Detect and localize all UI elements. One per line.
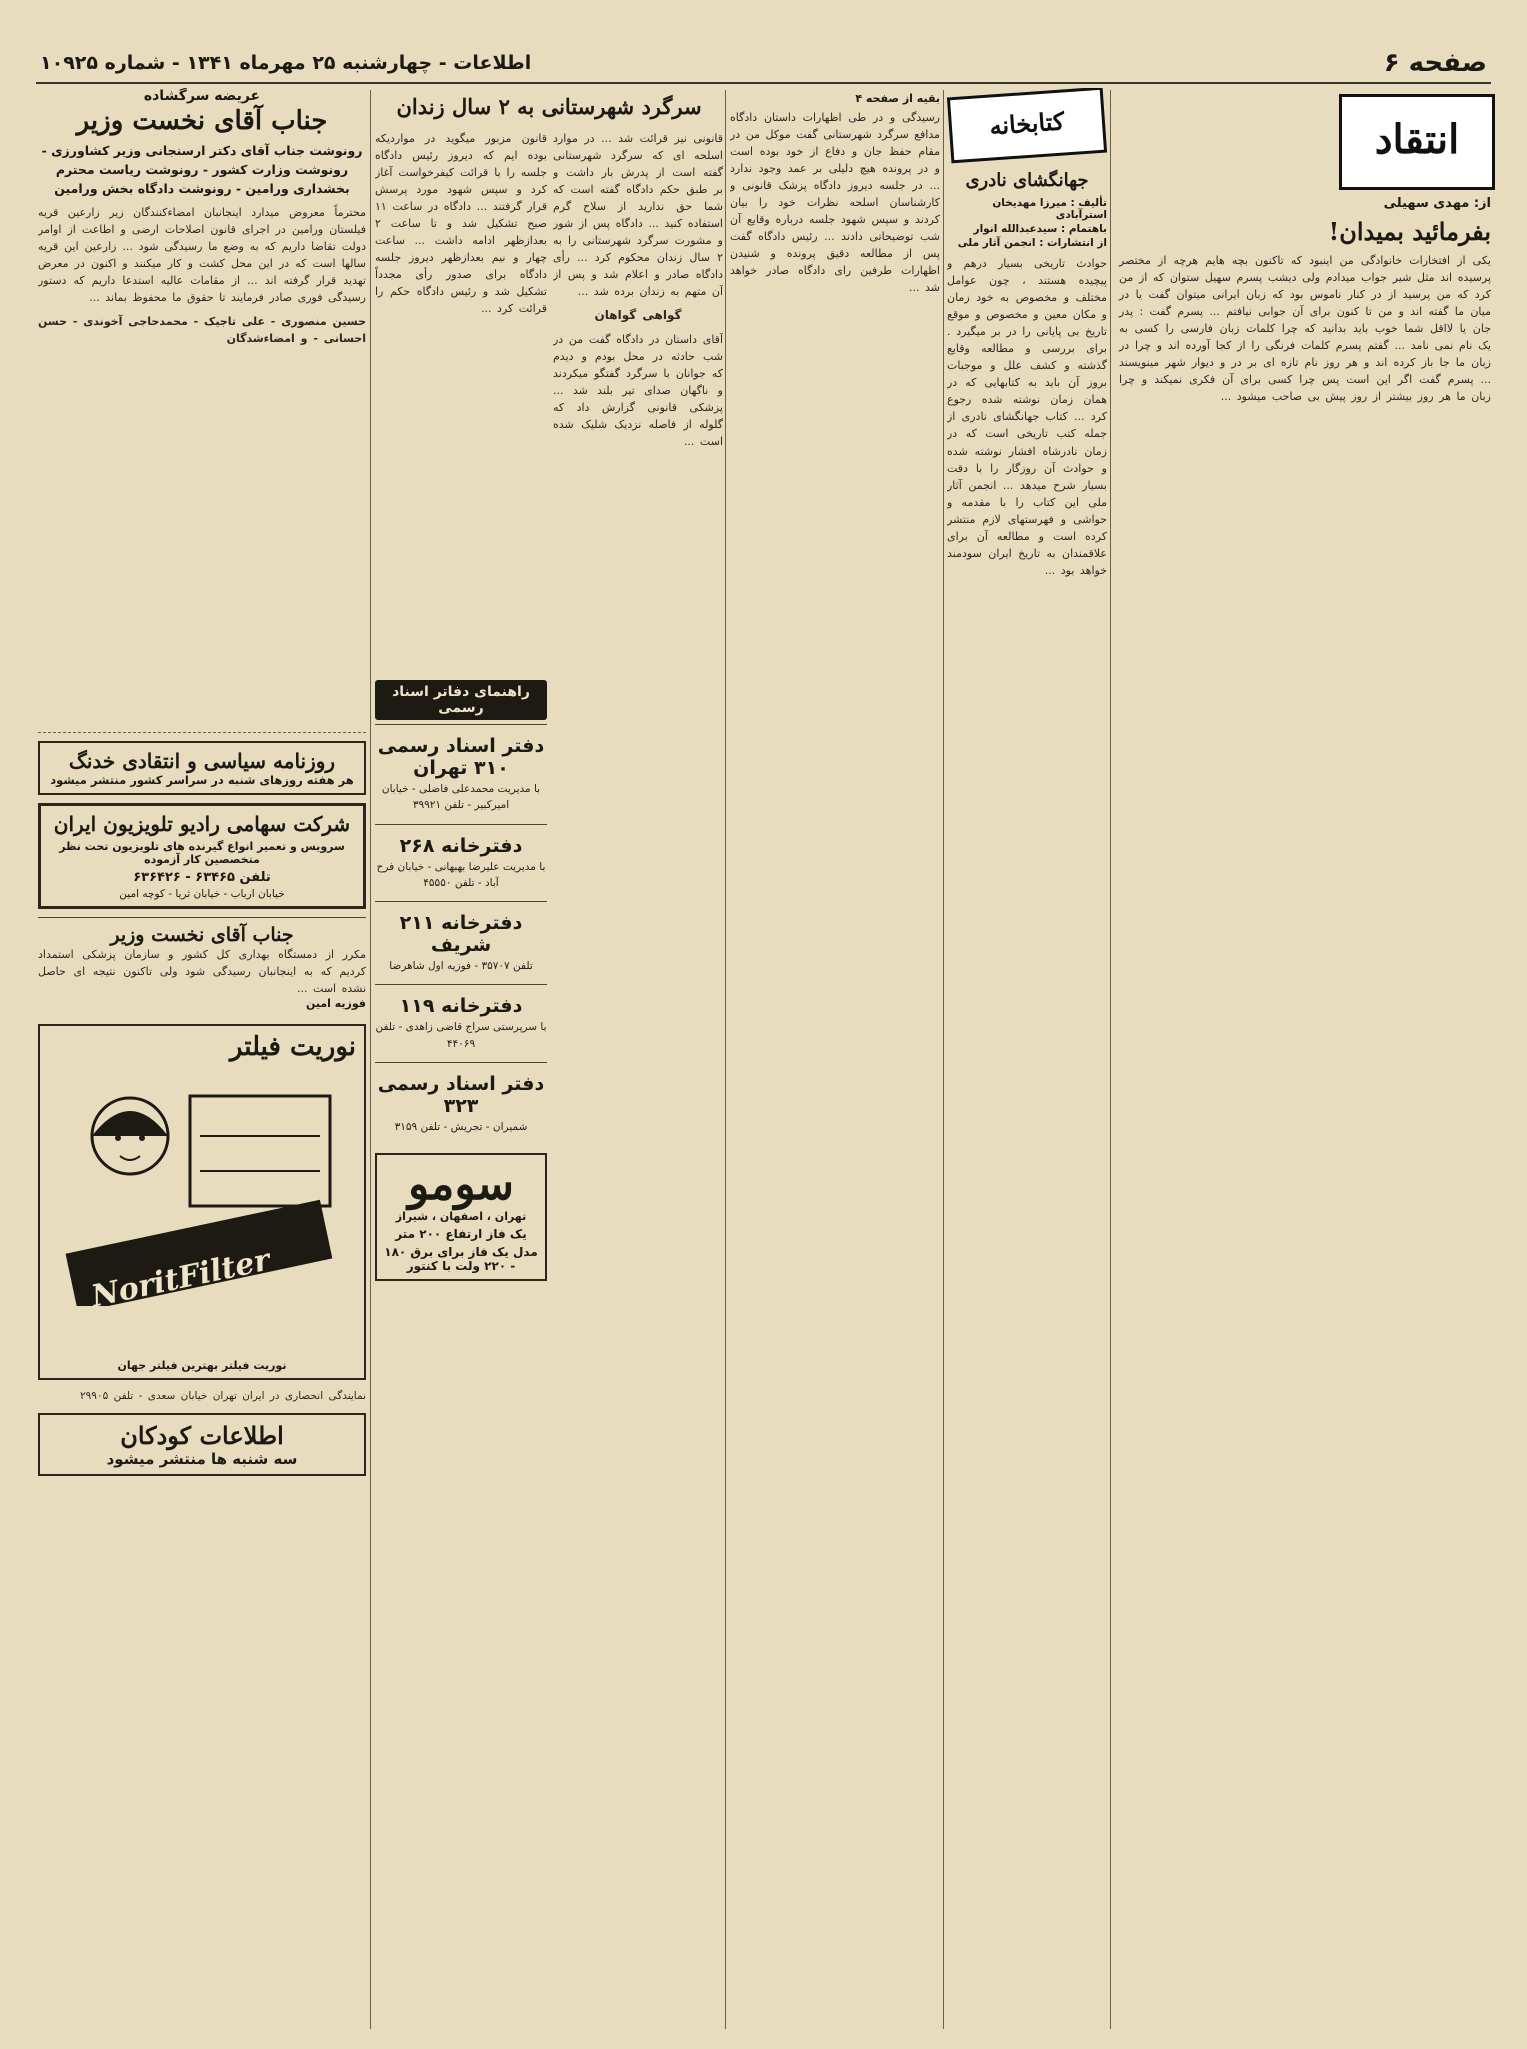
witness-paragraph: آقای داستان در دادگاه گفت من در شب حادثه در محل بودم و دیدم که جوانان با سرگرد گفتگو میکردند و ناگهان صدای تیر بلند شد ... پزشکی قانونی گزارش داد که گلوله از فاصله نزدیک شلیک شده است ...	[553, 333, 723, 449]
somo-cities: تهران ، اصفهان ، شیراز	[395, 1209, 527, 1223]
kids-subtitle: سه شنبه ها منتشر میشود	[106, 1449, 298, 1468]
notary-item	[375, 724, 547, 820]
book-publisher: از انتشارات : انجمن آثار ملی	[957, 237, 1107, 249]
paper-info: اطلاعات - چهارشنبه ۲۵ مهرماه ۱۳۴۱ - شماره ۱۰۹۲۵	[40, 52, 532, 74]
critique-body	[1115, 252, 1495, 405]
petition-paragraph: محترماً معروض میدارد اینجانبان امضاءکنندگان زیر زارعین قریه فیلستان ورامین در اجرای قانون اصلاحات ارضی و اطاعت از اوامر دولت تقاضا داریم که به وضع ما رسیدگی شود ... زارعین این قریه سالها است که در این محل کشت و کار میکنند و اکنون در معرض تهدید قرار گرفته اند ... از مقامات عالیه استدعا داریم که دستور رسیدگی فوری صادر فرمایند تا حقوق ما محفوظ بماند ...	[38, 206, 366, 305]
header-rule	[36, 82, 1491, 84]
radio-tv-phone: تلفن ۶۳۴۶۵ - ۶۳۶۴۲۶	[133, 870, 271, 886]
petition-column	[38, 88, 366, 2038]
notary-title: دفتر اسناد رسمی ۳۱۰ تهران	[377, 735, 545, 779]
pm-sign: فوزیه امین	[305, 997, 366, 1011]
norit-filter-ad	[38, 1024, 366, 1380]
illustration-headscarf	[92, 1111, 168, 1136]
notary-item	[375, 824, 547, 898]
illustration-cabinet	[190, 1096, 330, 1206]
kids-title: اطلاعات کودکان	[120, 1420, 284, 1450]
verdict-paragraph: قانونی نیز قرائت شد ... در موارد اسلحه ای که سرگرد شهرستانی گفته است از پدرش بار داشت و بر طبق حکم دادگاه گفته است که شما حق ندارید از سلاح گرم استفاده کنید ... دادگاه پس از شور و مشورت سرگرد شهرستانی را به ۲ سال زندان محکوم کرد ... رأی دادگاه صادر و اعلام شد و پس از آن متهم به زندان برده شد ...	[553, 132, 723, 299]
notary-list	[375, 724, 547, 1141]
verdict-paragraph-2: قانون مزبور میگوید در مواردیکه بوده ایم که دیروز رئیس دادگاه جلسه را با قرائت کیفرخواست آغاز کرد و سپس شهود مورد پرسش قرار گرفتند ... دادگاه در ساعت ۱۱ صبح تشکیل شد و تا ساعت ۲ بعدازظهر ادامه داشت ... ساعت چهار و نیم بعدازظهر دیروز جلسه دادگاه برای صدور رأی مجدداً تشکیل شد و رئیس دادگاه حکم را قرائت کرد ...	[375, 132, 547, 316]
petition-signatories: حسین منصوری - علی تاجیک - محمدحاجی آخوندی - حسن احسانی - و امضاءشدگان	[38, 314, 366, 345]
witness-heading: گواهی گواهان	[594, 308, 682, 323]
notary-details: با مدیریت محمدعلی فاضلی - خیابان امیرکبیر - تلفن ۳۹۹۲۱	[381, 783, 541, 812]
masthead	[40, 48, 1487, 78]
petition-body	[38, 204, 366, 724]
book-author: تألیف : میرزا مهدیخان استرآبادی	[992, 197, 1107, 221]
critique-title: بفرمائید بمیدان!	[1328, 217, 1491, 246]
critique-author: از: مهدی سهیلی	[1383, 196, 1491, 211]
page-number: صفحه ۶	[1383, 48, 1487, 78]
verdict-column-2	[375, 130, 547, 2030]
notary-item	[375, 1062, 547, 1141]
kids-ad	[38, 1413, 366, 1476]
separator	[38, 732, 366, 733]
radio-tv-ad	[38, 803, 366, 909]
radio-tv-title: شرکت سهامی رادیو تلویزیون ایران	[53, 812, 351, 837]
norit-brand: نوریت فیلتر	[229, 1032, 356, 1063]
petition-subtitle: رونوشت جناب آقای دکتر ارسنجانی وزیر کشاورزی - رونوشت وزارت کشور - رونوشت ریاست محترم بخشداری ورامین - رونوشت دادگاه بخش ورامین	[41, 143, 363, 196]
verdict-headline: سرگرد شهرستانی به ۲ سال زندان	[396, 94, 702, 119]
notary-title: دفتر اسناد رسمی ۳۲۳	[377, 1072, 545, 1117]
somo-ad	[375, 1153, 547, 1280]
somo-line1: یک فاز ارتفاع ۲۰۰ متر	[395, 1226, 527, 1241]
verdict-body-2	[375, 130, 547, 670]
column-divider	[370, 90, 371, 2029]
notary-guide-heading: راهنمای دفاتر اسناد رسمی	[375, 680, 547, 720]
somo-brand: سومو	[408, 1159, 514, 1211]
pm-title: جناب آقای نخست وزیر	[110, 924, 294, 947]
notary-details: با سرپرستی سراج قاضی زاهدی - تلفن ۴۴۰۶۹	[375, 1021, 547, 1050]
court-body	[730, 109, 940, 297]
verdict-body	[553, 130, 723, 450]
critique-logo: انتقاد	[1339, 94, 1495, 190]
illustration-smile	[120, 1156, 140, 1160]
illustration-eye	[139, 1135, 145, 1141]
notary-title: دفترخانه ۲۱۱ شریف	[399, 912, 523, 957]
critique-column	[1115, 88, 1495, 2038]
petition-title: جناب آقای نخست وزیر	[76, 106, 328, 136]
notary-details: تلفن ۳۵۷۰۷ - فوزیه اول شاهرضا	[389, 960, 533, 973]
notary-details: با مدیریت علیرضا بهبهانی - خیابان فرح آباد - تلفن ۴۵۵۵۰	[376, 860, 546, 889]
khadang-subtitle: هر هفته روزهای شنبه در سراسر کشور منتشر میشود	[50, 773, 354, 788]
illustration-eye	[115, 1135, 121, 1141]
pm-notice	[38, 917, 366, 1016]
tailor-notice: نمایندگی انحصاری در ایران تهران خیابان سعدی - تلفن ۲۹۹۰۵	[80, 1390, 366, 1403]
book-review-paragraph: حوادث تاریخی بسیار درهم و پیچیده هستند ، چون عوامل مختلف و مخصوص به خود زمان و مکان معین و مخصوص و موقع تاریخ بی پایانی را در بر میگیرد . برای بررسی و مطالعه وقایع گذشته و کشف علل و موجبات بروز آن باید به کتابهایی که در همان زمان نوشته شده رجوع کرد ... کتاب جهانگشای نادری از جمله کتب تاریخی است که در زمان نادرشاه افشار نوشته شده و حوادث آن روزگار را با دقت بسیار شرح میدهد ... انجمن آثار ملی این کتاب را با مقدمه و حواشی و فهرستهای لازم منتشر کرده است و مطالعه آن برای علاقمندان به تاریخ ایران سودمند خواهد بود ...	[947, 257, 1107, 577]
norit-latin-logo: NoritFilter	[88, 1242, 274, 1315]
notary-title: دفترخانه ۲۶۸	[399, 834, 523, 857]
notary-item	[375, 984, 547, 1058]
somo-line2: مدل یک فاز برای برق ۱۸۰ - ۲۲۰ ولت با کنتور	[384, 1244, 538, 1273]
notary-item	[375, 901, 547, 980]
books-column	[947, 88, 1107, 2038]
critique-paragraph: یکی از افتخارات خانوادگی من اینبود که تاکنون بچه هایم هرچه از مختصر پرسیده اند مثل شیر جواب میدادم ولی دیشب پسرم سهیل ستوان که از من کرد که من پرسید از در کنار ناموس بود که زبان ایرانی میتوان گفت یا در میان ما گفته اند و من تا کنون برای آن جوابی نیافتم ... پسرم گفت : پدر جان یا لااقل شما خوب باید بدانید که چرا کلمات زبان فارسی را کسی به یک نام نمی نامد ... گفتم پسرم کلمات فرنگی را از کجا آورده اند و چرا در زبان ما جا باز کرده اند و هر روز نام تازه ای بر در و دیوار شهر مینویسند ... پسرم گفت اگر این است پس چرا کسی برای آن فکری نمیکند و چرا زبان ما هر روز بیشتر از روز پیش بی صاحب میشود ...	[1119, 254, 1491, 404]
khadang-ad	[38, 741, 366, 795]
radio-tv-address: خیابان ارباب - خیابان ثریا - کوچه امین	[119, 888, 285, 901]
column-divider	[1110, 90, 1111, 2029]
book-review-body	[947, 255, 1107, 579]
court-column	[730, 88, 940, 2038]
court-paragraph: رسیدگی و در طی اظهارات داستان دادگاه مدافع سرگرد شهرستانی گفت موکل من در مقام حفظ جان و دفاع از خود بوده است و در پرونده هیچ دلیلی بر عمد وجود ندارد ... در جلسه دیروز دادگاه پزشک قانونی و کارشناسان اسلحه نظرات خود را بیان کردند و سپس شهود جلسه درباره وقایع آن شب توضیحاتی دادند ... رئیس دادگاه گفت پس از مطالعه دقیق پرونده و شنیدن اظهارات طرفین رای دادگاه صادر خواهد شد ...	[730, 111, 940, 295]
continued-label: بقیه از صفحه ۴	[855, 92, 940, 105]
column-divider	[943, 90, 944, 2029]
notary-details: شمیران - تجریش - تلفن ۳۱۵۹	[394, 1120, 528, 1133]
khadang-title: روزنامه سیاسی و انتقادی خدنگ	[68, 749, 336, 774]
pm-text: مکرر از دمستگاه بهداری کل کشور و سازمان پزشکی استمداد کردیم که به اینجانبان رسیدگی شود ولی تاکنون نتیجه ای حاصل نشده است ...	[38, 948, 366, 996]
norit-caption: نوریت فیلتر بهترین فیلتر جهان	[117, 1359, 287, 1373]
column-divider	[725, 90, 726, 2029]
verdict-column	[553, 130, 723, 2030]
notary-title: دفترخانه ۱۱۹	[399, 995, 523, 1018]
book-title: جهانگشای نادری	[965, 170, 1089, 191]
books-logo: کتابخانه	[947, 88, 1107, 163]
radio-tv-text: سرویس و تعمیر انواع گیرنده های تلویزیون تحت نظر متخصصین کار آزموده	[59, 840, 345, 867]
petition-kicker: عریضه سرگشاده	[143, 88, 261, 104]
book-editor: باهتمام : سیدعبدالله انوار	[973, 223, 1107, 235]
